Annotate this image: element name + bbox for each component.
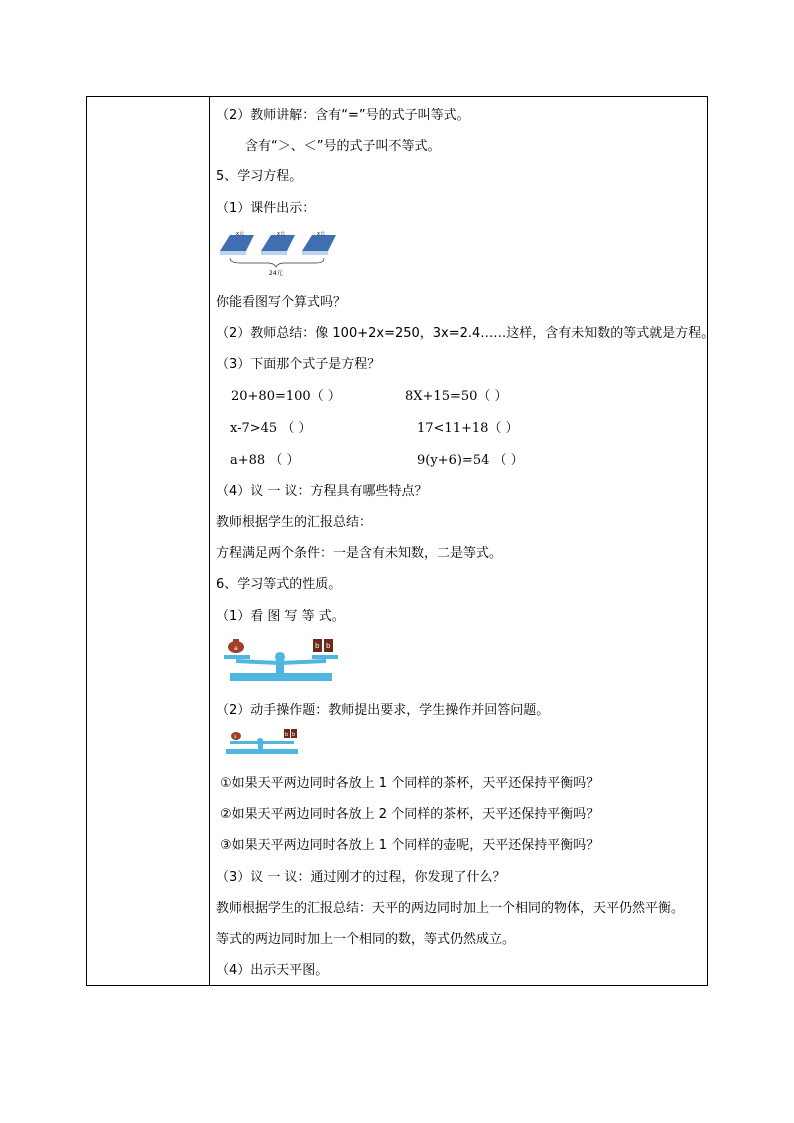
pot-label: a [234, 734, 237, 739]
cup-icon [313, 639, 322, 652]
cup-icon [284, 729, 290, 738]
cup-label: b [292, 732, 296, 738]
courseware-show: （1）课件出示： [216, 201, 316, 216]
section-6-heading: 6、学习等式的性质。 [216, 577, 342, 592]
content-cell [216, 97, 715, 985]
book-price-label: x元 [317, 231, 325, 237]
teacher-explain-inequality: 含有“＞、＜”号的式子叫不等式。 [245, 139, 441, 154]
item-expression: a+88 （ ） [230, 453, 300, 468]
book-1 [220, 230, 254, 255]
balance-figure-small [216, 727, 306, 757]
book-price-label: x元 [277, 231, 285, 237]
item-expression: x-7>45 （ ） [230, 421, 312, 436]
pot-label: a [234, 645, 238, 652]
book-3 [302, 230, 336, 255]
equation-conditions: 方程满足两个条件：一是含有未知数，二是等式。 [216, 546, 503, 561]
left-pan [224, 655, 250, 659]
item-expression: 8X+15=50（ ） [405, 389, 508, 404]
teacher-summary-intro: 教师根据学生的汇报总结： [216, 515, 373, 530]
balance-beam-left [236, 659, 280, 665]
balance-summary: 教师根据学生的汇报总结：天平的两边同时加上一个相同的物体，天平仍然平衡。 [216, 901, 685, 916]
hands-on-task: （2）动手操作题：教师提出要求，学生操作并回答问题。 [216, 703, 550, 718]
teacher-explain-equation: （2）教师讲解：含有“=”号的式子叫等式。 [216, 108, 470, 123]
cup-label: b [285, 732, 289, 738]
balance-beam-right [280, 659, 326, 665]
question-1: ①如果天平两边同时各放上 1 个同样的茶杯，天平还保持平衡吗？ [220, 776, 600, 791]
lesson-table [86, 96, 715, 986]
total-price-label: 24元 [269, 270, 283, 277]
question-2: ②如果天平两边同时各放上 2 个同样的茶杯，天平还保持平衡吗？ [220, 807, 600, 822]
teacher-summary-equation: （2）教师总结：像 100+2x=250，3x=2.4……这样，含有未知数的等式就是方程。 [216, 326, 715, 341]
book-2 [261, 230, 295, 255]
which-is-equation: （3）下面那个式子是方程？ [216, 357, 381, 372]
teapot-icon [228, 639, 244, 653]
balance-figure-large [216, 635, 346, 689]
discuss-discovery: （3）议 一 议：通过刚才的过程，你发现了什么？ [216, 870, 506, 885]
pivot [275, 652, 285, 662]
equation-property: 等式的两边同时加上一个相同的数，等式仍然成立。 [216, 932, 516, 947]
book-price-label: x元 [236, 231, 244, 237]
cup-label: b [315, 642, 320, 650]
cup-label: b [326, 642, 331, 650]
books-figure [216, 227, 336, 279]
right-pan [312, 655, 338, 659]
item-expression: 17<11+18（ ） [417, 421, 519, 436]
item-expression: 9(y+6)=54 （ ） [417, 453, 524, 468]
question-write-expression: 你能看图写个算式吗？ [216, 295, 347, 310]
pivot [257, 738, 263, 744]
item-expression: 20+80=100（ ） [231, 389, 341, 404]
cup-icon [291, 729, 297, 738]
show-balance-figure: （4）出示天平图。 [216, 963, 329, 978]
brace [230, 258, 324, 267]
discuss-equation-features: （4）议 一 议：方程具有哪些特点？ [216, 484, 428, 499]
look-write-equation: （1）看 图 写 等 式。 [216, 609, 345, 624]
column-divider [209, 97, 210, 985]
question-3: ③如果天平两边同时各放上 1 个同样的壶呢，天平还保持平衡吗？ [220, 838, 600, 853]
section-5-heading: 5、学习方程。 [216, 169, 303, 184]
cup-icon [324, 639, 333, 652]
teapot-icon [231, 732, 241, 740]
